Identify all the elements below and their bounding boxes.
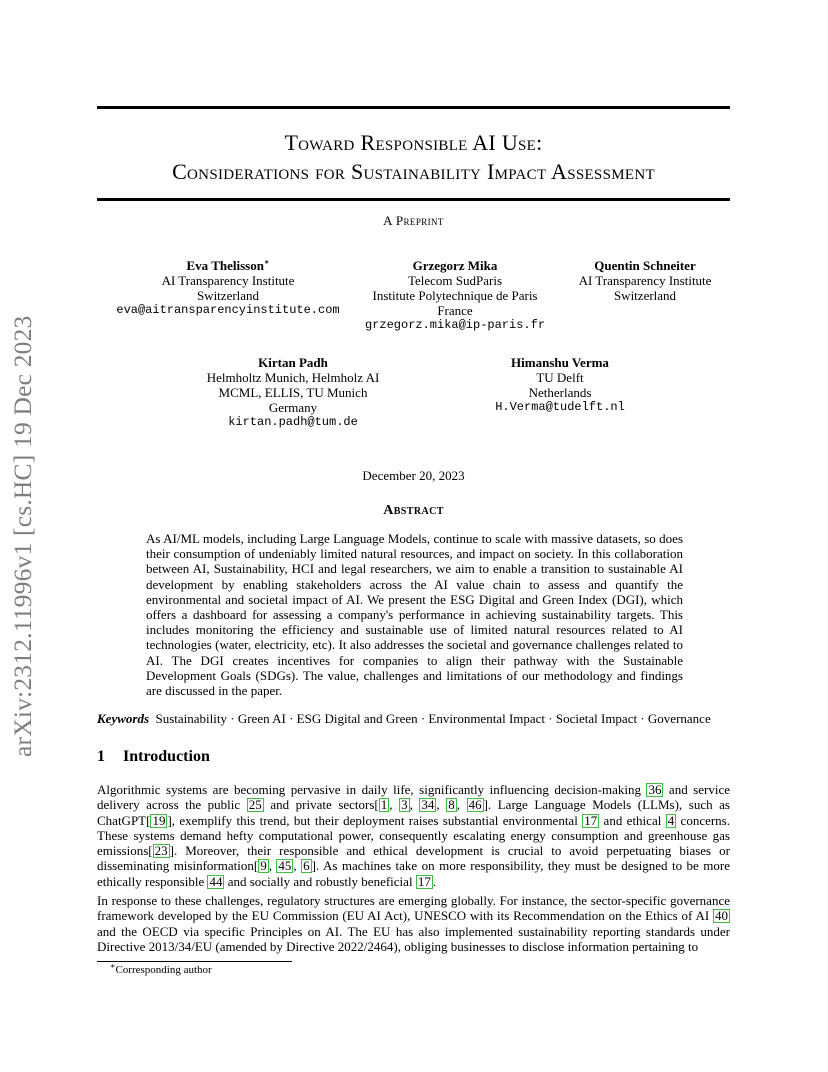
citation-link[interactable]: 25 [248, 797, 262, 813]
keywords-label: Keywords [97, 711, 149, 726]
citation-link[interactable]: 6 [303, 858, 310, 874]
author-name: Eva Thelisson∗ [186, 257, 270, 273]
citation-link[interactable]: 45 [278, 858, 292, 874]
author-affiliation: Telecom SudParis [407, 273, 503, 288]
footnote [110, 961, 212, 976]
footnote-rule [97, 961, 292, 962]
author-affiliation: Germany [268, 400, 318, 415]
author-block [355, 258, 555, 333]
footnote-mark: ∗ [110, 961, 116, 971]
keywords-line [97, 711, 730, 727]
abstract-text: As AI/ML models, including Large Language Models, continue to scale with massive datasets, so does their consumption of undeniably limited natural resources, and impact on society. In this collaboration between AI, Sustainability, HCI and legal researchers, we aim to enable a transition to sustainable AI development by enabling stakeholders across the AI value chain to assess and quantify the environmental and societal impact of AI. We present the ESG Digital and Green Index (DGI), which offers a dashboard for assessing a company's performance in achieving sustainability targets. This includes monitoring the efficiency and sustainable use of limited natural resources related to AI technologies (water, electricity, etc). It also addresses the societal and governance challenges related to AI. The DGI creates incentives for companies to align their pathway with the Sustainable Development Goals (SDGs). The value, challenges and limitations of our methodology and findings are discussed in the paper. [146, 531, 683, 699]
citation-link[interactable]: 34 [421, 797, 435, 813]
title-rule-top [97, 106, 730, 109]
citation-link[interactable]: 44 [209, 873, 223, 889]
author-email[interactable]: kirtan.padh@tum.de [228, 415, 358, 429]
author-block [108, 258, 348, 318]
author-affiliation: MCML, ELLIS, TU Munich [218, 385, 368, 400]
paper-title-line-2: Considerations for Sustainability Impact Assessment [172, 159, 655, 184]
citation-link[interactable]: 23 [154, 843, 168, 859]
author-affiliation: AI Transparency Institute [578, 273, 712, 288]
citation-link[interactable]: 9 [260, 858, 267, 874]
citation-link[interactable]: 40 [715, 908, 728, 924]
title-rule-bottom [97, 198, 730, 201]
publication-date: December 20, 2023 [362, 468, 465, 483]
arxiv-identifier: arXiv:2312.11996v1 [cs.HC] 19 Dec 2023 [8, 315, 37, 757]
author-block [470, 355, 650, 415]
section-title: Introduction [123, 748, 210, 765]
footnote-mark: ∗ [263, 257, 270, 267]
footnote-text: Corresponding author [115, 964, 212, 976]
author-affiliation: Institute Polytechnique de Paris [372, 288, 538, 303]
citation-link[interactable]: 36 [648, 782, 662, 797]
author-affiliation: Switzerland [196, 288, 260, 303]
author-name: Himanshu Verma [511, 355, 609, 370]
author-affiliation: France [437, 303, 473, 318]
author-block [560, 258, 730, 303]
author-name: Quentin Schneiter [594, 258, 696, 273]
author-email[interactable]: eva@aitransparencyinstitute.com [116, 303, 340, 317]
citation-link[interactable]: 17 [417, 873, 431, 889]
intro-paragraph-2: In response to these challenges, regulatory structures are emerging globally. For instance, the sector-specific governance framework developed by the EU Commission (EU AI Act), UNESCO with its Recommendation on the Ethics of AI 40 and the OECD via specific Principles on AI. The EU has also implemented sustainability reporting standards under Directive 2013/34/EU (amended by Directive 2022/2464), obliging businesses to disclose information pertaining to [97, 893, 730, 954]
keywords-text: Sustainability · Green AI · ESG Digital and Green · Environmental Impact · Societal Impact · Governance [155, 711, 711, 726]
citation-link[interactable]: 19 [152, 812, 166, 828]
section-number: 1 [97, 748, 105, 765]
author-affiliation: Helmholtz Munich, Helmholz AI [206, 370, 380, 385]
author-block [168, 355, 418, 430]
author-affiliation: Netherlands [528, 385, 592, 400]
citation-link[interactable]: 3 [401, 797, 408, 813]
intro-paragraph-1: Algorithmic systems are becoming pervasive in daily life, significantly influencing decision-making 36 and service delivery across the public 25 and private sectors[ 1 , 3 , 34 , 8 , 46 ]. Large Language Models (LLMs), such as ChatGPT[ 19 ], exemplify this trend, but their deployment raises substantial environmental 17 and ethical 4 concerns. These systems demand hefty computational power, consequently escalating energy consumption and greenhouse gas emissions[ 23 ]. Moreover, their responsible and ethical development is crucial to avoid perpetuating biases or disseminating misinformation[ 9 , 45 , 6 ]. As machines take on more responsibility, they must be designed to be more ethically responsible 44 and socially and robustly beneficial 17 . [97, 782, 731, 889]
author-name: Kirtan Padh [258, 355, 328, 370]
preprint-label: A Preprint [383, 213, 444, 228]
citation-link[interactable]: 46 [468, 797, 482, 813]
author-affiliation: Switzerland [613, 288, 677, 303]
citation-link[interactable]: 4 [667, 812, 675, 828]
author-email[interactable]: grzegorz.mika@ip-paris.fr [364, 318, 546, 332]
citation-link[interactable]: 17 [584, 812, 598, 828]
citation-link[interactable]: 1 [380, 797, 388, 813]
citation-link[interactable]: 8 [448, 797, 455, 813]
paper-title-line-1: Toward Responsible AI Use: [284, 130, 543, 155]
author-email[interactable]: H.Verma@tudelft.nl [495, 400, 625, 414]
author-name: Grzegorz Mika [412, 258, 498, 273]
section-heading [97, 748, 210, 766]
abstract-heading: Abstract [383, 503, 444, 518]
author-affiliation: TU Delft [536, 370, 584, 385]
author-affiliation: AI Transparency Institute [161, 273, 295, 288]
